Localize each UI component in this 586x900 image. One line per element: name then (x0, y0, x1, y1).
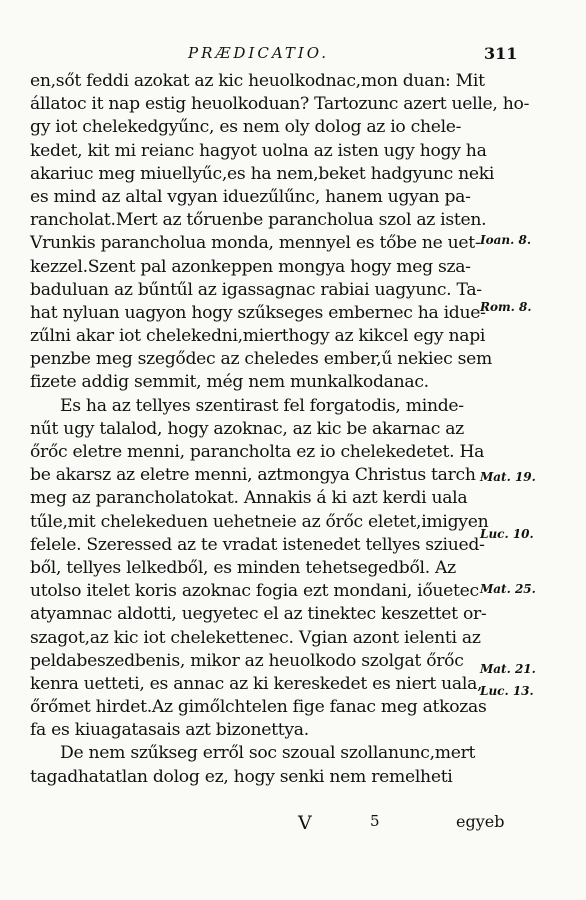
text-line: es mind az altal vgyan iduezűlűnc, hanem ugyan pa- (30, 186, 471, 207)
text-line: De nem szűkseg erről soc szoual szollanunc,mert (60, 743, 476, 764)
margin-note: Mat. 21. (480, 662, 536, 676)
text-line: fa es kiuagatasais azt bizonettya. (30, 720, 309, 741)
margin-note: Luc. 13. (480, 684, 534, 698)
signature-mark: V (298, 812, 312, 834)
text-line: be akarsz az eletre menni, aztmongya Christus tarch (30, 465, 476, 486)
text-line: tagadhatatlan dolog ez, hogy senki nem remelheti (30, 766, 453, 787)
text-line: penzbe meg szegődec az cheledes ember,ű nekiec sem (30, 349, 492, 370)
text-line: zűlni akar iot chelekedni,mierthogy az kikcel egy napi (30, 326, 486, 347)
margin-note: Rom. 8. (480, 300, 532, 314)
text-line: kezzel.Szent pal azonkeppen mongya hogy meg sza- (30, 256, 471, 277)
text-line: Vrunkis parancholua monda, mennyel es tőbe ne uet- (30, 233, 481, 254)
margin-note: Ioan. 8. (480, 233, 531, 247)
text-line: ből, tellyes lelkedből, es minden tehetsegedből. Az (30, 557, 456, 578)
text-line: rancholat.Mert az tőruenbe parancholua szol az isten. (30, 210, 487, 231)
text-line: fizete addig semmit, még nem munkalkodanac. (30, 372, 429, 393)
text-line: kedet, kit mi reianc hagyot uolna az isten ugy hogy ha (30, 140, 487, 161)
text-line: őrőmet hirdet.Az gimőlchtelen fige fanac meg atkozas (30, 697, 487, 718)
running-title: PRÆDICATIO. (188, 44, 329, 62)
text-line: felele. Szeressed az te vradat istenedet tellyes sziued- (30, 534, 485, 555)
text-line: szagot,az kic iot chelekettenec. Vgian azont ielenti az (30, 627, 481, 648)
text-line: hat nyluan uagyon hogy szűkseges embernec ha idue- (30, 302, 486, 323)
text-line: en,sőt feddi azokat az kic heuolkodnac,mon duan: Mit (30, 71, 485, 91)
text-line: baduluan az bűntűl az igassagnac rabiai uagyunc. Ta- (30, 279, 482, 300)
text-line: gy iot chelekedgyűnc, es nem oly dolog az io chele- (30, 117, 462, 138)
text-line: utolso itelet koris azoknac fogia ezt mondani, iőuetec (30, 581, 479, 602)
text-line: őrőc eletre menni, parancholta ez io chelekedetet. Ha (30, 442, 485, 462)
margin-note: Luc. 10. (480, 527, 534, 541)
text-line: meg az parancholatokat. Annakis á ki azt kerdi uala (30, 488, 468, 509)
text-line: állatoc it nap estig heuolkoduan? Tartozunc azert uelle, ho- (30, 94, 530, 115)
text-line: akariuc meg miuellyűc,es ha nem,beket hadgyunc neki (30, 163, 495, 184)
text-line: atyamnac aldotti, uegyetec el az tinektec keszettet or- (30, 604, 487, 625)
margin-note: Mat. 19. (480, 470, 536, 484)
catchword: egyeb (456, 812, 505, 831)
text-line: nűt ugy talalod, hogy azoknac, az kic be akarnac az (30, 418, 464, 439)
margin-note: Mat. 25. (480, 582, 536, 596)
page-number: 311 (484, 44, 518, 63)
text-line: peldabeszedbenis, mikor az heuolkodo szolgat őrőc (30, 650, 464, 671)
signature-number: 5 (370, 812, 380, 830)
text-line: Es ha az tellyes szentirast fel forgatodis, minde- (60, 395, 464, 416)
text-line: tűle,mit chelekeduen uehetneie az őrőc eletet,imigyen (30, 511, 489, 532)
text-line: kenra uetteti, es annac az ki kereskedet es niert uala, (30, 673, 483, 694)
